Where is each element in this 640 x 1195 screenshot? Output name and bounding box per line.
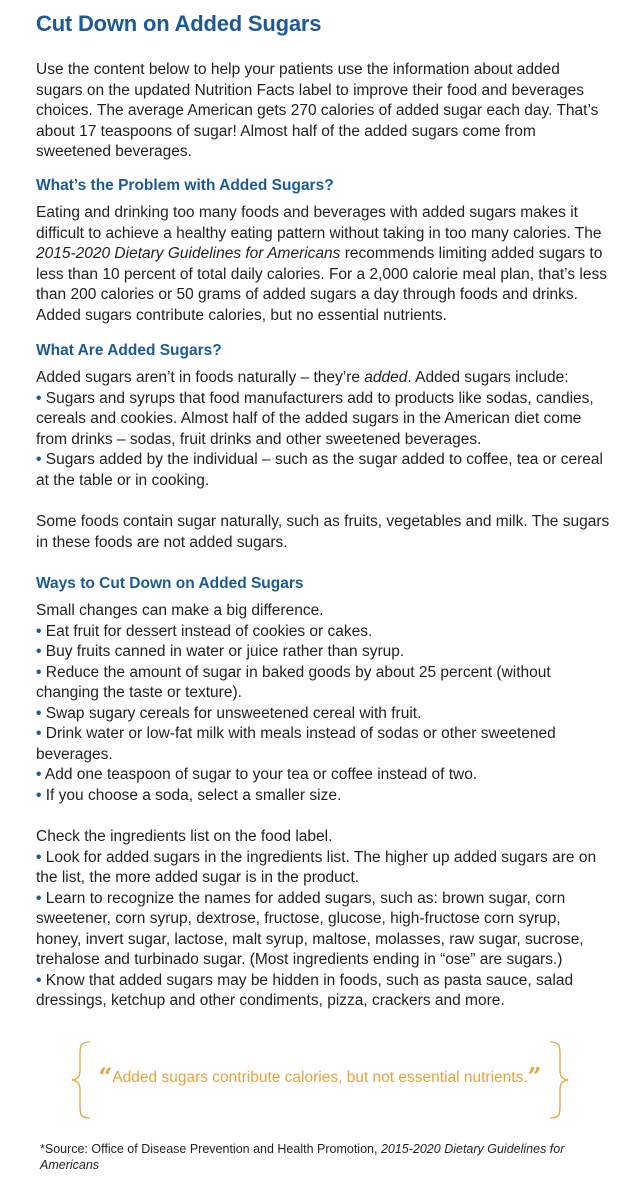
bullet-icon: •	[36, 889, 42, 907]
page-title: Cut Down on Added Sugars	[36, 11, 322, 36]
list-item: • Reduce the amount of sugar in baked goods by about 25 percent (without changing the taste or texture).	[36, 663, 551, 701]
left-brace-icon	[70, 1040, 92, 1120]
list-item: • Buy fruits canned in water or juice rather than syrup.	[36, 643, 405, 660]
ways-section	[36, 574, 610, 1012]
list-item: • Know that added sugars may be hidden in foods, such as pasta sauce, salad dressings, ketchup and other condiments, pizza, crackers and more.	[36, 971, 574, 1009]
guidelines-title: 2015-2020 Dietary Guidelines for Americans	[36, 245, 341, 262]
what-lead: Added sugars aren’t in foods naturally – they’re added. Added sugars include:	[36, 369, 569, 386]
bullet-icon: •	[36, 971, 42, 989]
source-note: *Source: Office of Disease Prevention and Health Promotion, 2015-2020 Dietary Guidelines for Americans	[40, 1142, 565, 1172]
ways-heading: Ways to Cut Down on Added Sugars	[36, 575, 304, 592]
pull-quote	[70, 1040, 570, 1120]
list-item: • Swap sugary cereals for unsweetened cereal with fruit.	[36, 704, 422, 722]
bullet-icon: •	[36, 451, 42, 468]
open-quote-icon: “	[98, 1062, 113, 1091]
list-item: • Drink water or low-fat milk with meals instead of sodas or other sweetened beverages.	[36, 725, 556, 763]
close-quote-icon: ”	[527, 1062, 542, 1091]
bullet-icon: •	[36, 766, 42, 783]
bullet-icon: •	[36, 848, 42, 866]
list-item: • Sugars and syrups that food manufacturers add to products like sodas, candies, cereals and cookies. Almost half of the added sugars in the American diet come from drinks – sodas, fruit drinks and other sweetened beverages.	[36, 389, 594, 448]
bullet-icon: •	[36, 622, 42, 640]
quote-text: “Added sugars contribute calories, but not essential nutrients.”	[98, 1062, 542, 1091]
list-item: • Eat fruit for dessert instead of cookies or cakes.	[36, 622, 373, 640]
natural-sugars-paragraph: Some foods contain sugar naturally, such as fruits, vegetables and milk. The sugars in these foods are not added sugars.	[36, 513, 610, 551]
problem-section	[36, 176, 610, 326]
what-section	[36, 341, 610, 553]
list-item: • Look for added sugars in the ingredients list. The higher up added sugars are on the list, the more added sugar is in the product.	[36, 848, 597, 886]
bullet-icon: •	[36, 643, 42, 660]
source-title: 2015-2020 Dietary Guidelines for Americans	[40, 1142, 565, 1172]
intro-paragraph: Use the content below to help your patients use the information about added sugars on the updated Nutrition Facts label to improve their food and beverages choices. The average American gets 270 calories of added sugar each day. That’s about 17 teaspoons of sugar! Almost half of the added sugars come from sweetened beverages.	[36, 61, 599, 160]
list-item: • Add one teaspoon of sugar to your tea or coffee instead of two.	[36, 766, 478, 783]
problem-paragraph: Eating and drinking too many foods and beverages with added sugars makes it difficult to achieve a healthy eating pattern without taking in too many calories. The 2015-2020 Dietary Guidelines for Americans recommends limiting added sugars to less than 10 percent of total daily calories. For a 2,000 calorie meal plan, that’s less than 200 calories or 50 grams of added sugars a day through foods and drinks. Added sugars contribute calories, but no essential nutrients.	[36, 204, 607, 324]
bullet-icon: •	[36, 704, 42, 722]
what-heading: What Are Added Sugars?	[36, 342, 222, 359]
bullet-icon: •	[36, 389, 42, 407]
list-item: • Learn to recognize the names for added sugars, such as: brown sugar, corn sweetener, corn syrup, dextrose, fructose, glucose, high-fructose corn syrup, honey, invert sugar, lactose, malt syrup, maltose, molasses, raw sugar, sucrose, trehalose and turbinado sugar. (Most ingredients ending in “ose” are sugars.)	[36, 889, 584, 968]
bullet-icon: •	[36, 725, 42, 742]
ways-lead: Small changes can make a big difference.	[36, 602, 324, 619]
intro-section	[36, 60, 610, 163]
right-brace-icon	[548, 1040, 570, 1120]
label-lead: Check the ingredients list on the food label.	[36, 828, 333, 845]
list-item: • If you choose a soda, select a smaller size.	[36, 786, 342, 804]
bullet-icon: •	[36, 786, 42, 804]
bullet-icon: •	[36, 663, 42, 681]
problem-heading: What’s the Problem with Added Sugars?	[36, 177, 334, 194]
list-item: • Sugars added by the individual – such as the sugar added to coffee, tea or cereal at the table or in cooking.	[36, 451, 603, 489]
